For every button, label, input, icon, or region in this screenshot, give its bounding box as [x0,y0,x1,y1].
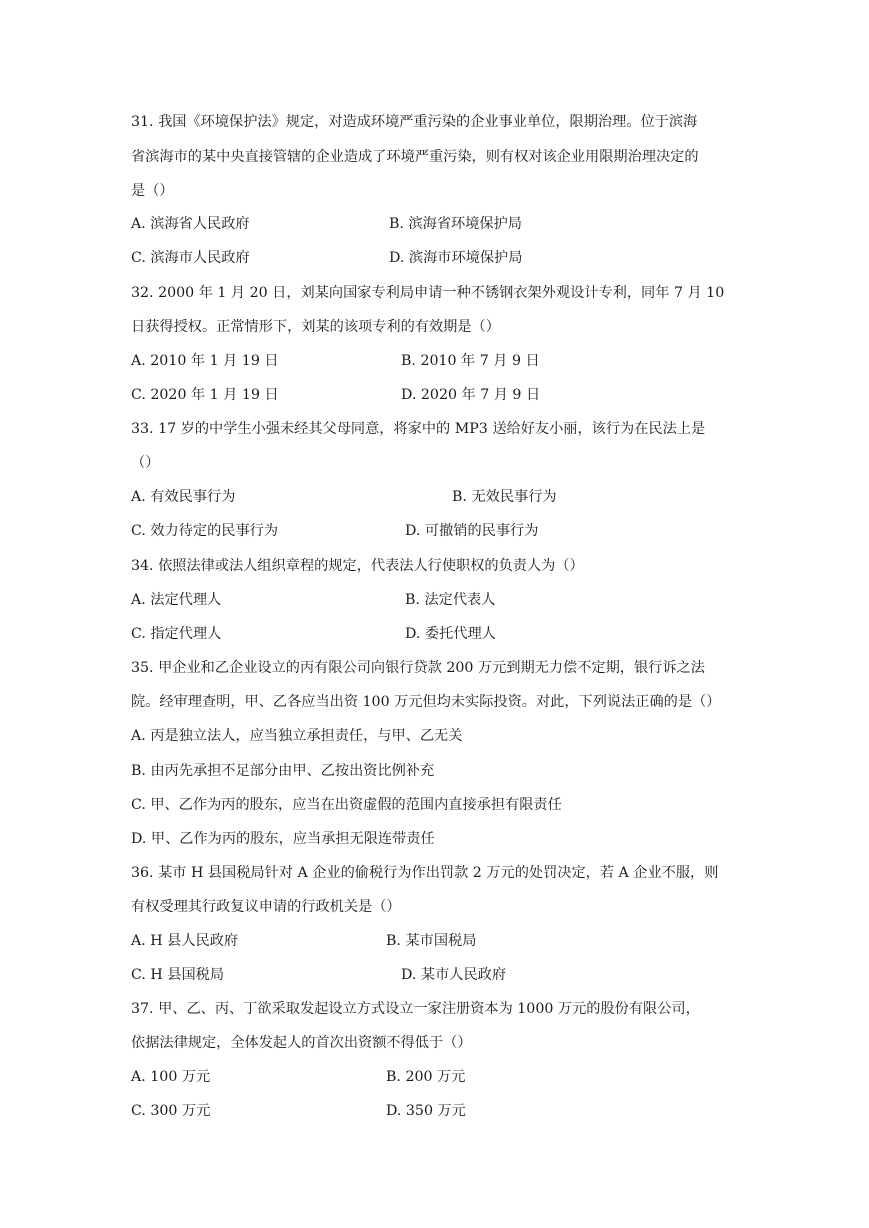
question-33-stem-line-1: 33. 17 岁的中学生小强未经其父母同意，将家中的 MP3 送给好友小丽，该行为在民法上是 [131,421,706,437]
question-31-stem-line-1: 31. 我国《环境保护法》规定，对造成环境严重污染的企业事业单位，限期治理。位于滨海 [131,114,698,130]
question-36-stem-line-1: 36. 某市 H 县国税局针对 A 企业的偷税行为作出罚款 2 万元的处罚决定，若 A 企业不服，则 [131,865,719,881]
question-32-stem-line-1: 32. 2000 年 1 月 20 日，刘某向国家专利局申请一种不锈钢衣架外观设计专利，同年 7 月 10 [131,285,725,301]
question-37-option-c: C. 300 万元 [131,1103,211,1119]
question-34-option-a: A. 法定代理人 [131,592,222,608]
question-32-stem-line-2: 日获得授权。正常情形下，刘某的该项专利的有效期是（） [131,319,500,335]
question-32-option-b: B. 2010 年 7 月 9 日 [401,353,540,369]
question-37-stem-line-1: 37. 甲、乙、丙、丁欲采取发起设立方式设立一家注册资本为 1000 万元的股份有限公司， [131,1001,700,1017]
question-35-option-b: B. 由丙先承担不足部分由甲、乙按出资比例补充 [131,763,435,779]
question-37-option-a: A. 100 万元 [131,1069,211,1085]
question-36-option-b: B. 某市国税局 [386,933,477,949]
question-35-stem-line-2: 院。经审理查明，甲、乙各应当出资 100 万元但均未实际投资。对此，下列说法正确的是（） [131,694,721,710]
question-31-stem-line-3: 是（） [131,183,174,199]
question-34-option-c: C. 指定代理人 [131,626,222,642]
question-31-option-c: C. 滨海市人民政府 [131,250,250,266]
question-33-option-c: C. 效力待定的民事行为 [131,523,279,539]
question-37-option-b: B. 200 万元 [386,1069,466,1085]
question-36-option-a: A. H 县人民政府 [131,933,239,949]
question-36-option-c: C. H 县国税局 [131,967,225,983]
question-31-option-b: B. 滨海省环境保护局 [389,216,522,232]
question-34-option-d: D. 委托代理人 [405,626,496,642]
question-37-option-d: D. 350 万元 [386,1103,466,1119]
question-35-stem-line-1: 35. 甲企业和乙企业设立的丙有限公司向银行贷款 200 万元到期无力偿不定期，银行诉之法 [131,660,705,676]
question-36-stem-line-2: 有权受理其行政复议申请的行政机关是（） [131,899,401,915]
question-32-option-d: D. 2020 年 7 月 9 日 [401,387,541,403]
question-31-option-a: A. 滨海省人民政府 [131,216,250,232]
question-32-option-a: A. 2010 年 1 月 19 日 [131,353,279,369]
question-33-stem-line-2: （） [131,455,160,471]
question-33-option-d: D. 可撤销的民事行为 [405,523,539,539]
question-33-option-a: A. 有效民事行为 [131,489,236,505]
question-35-option-c: C. 甲、乙作为丙的股东，应当在出资虚假的范围内直接承担有限责任 [131,797,562,813]
question-37-stem-line-2: 依据法律规定，全体发起人的首次出资额不得低于（） [131,1035,472,1051]
question-35-option-a: A. 丙是独立法人，应当独立承担责任，与甲、乙无关 [131,728,463,744]
question-32-option-c: C. 2020 年 1 月 19 日 [131,387,279,403]
question-34-option-b: B. 法定代表人 [405,592,496,608]
question-31-option-d: D. 滨海市环境保护局 [389,250,523,266]
question-36-option-d: D. 某市人民政府 [401,967,507,983]
question-35-option-d: D. 甲、乙作为丙的股东，应当承担无限连带责任 [131,831,435,847]
question-33-option-b: B. 无效民事行为 [452,489,557,505]
question-31-stem-line-2: 省滨海市的某中央直接管辖的企业造成了环境严重污染，则有权对该企业用限期治理决定的 [131,149,699,165]
question-34-stem-line-1: 34. 依照法律或法人组织章程的规定，代表法人行使职权的负责人为（） [131,558,584,574]
